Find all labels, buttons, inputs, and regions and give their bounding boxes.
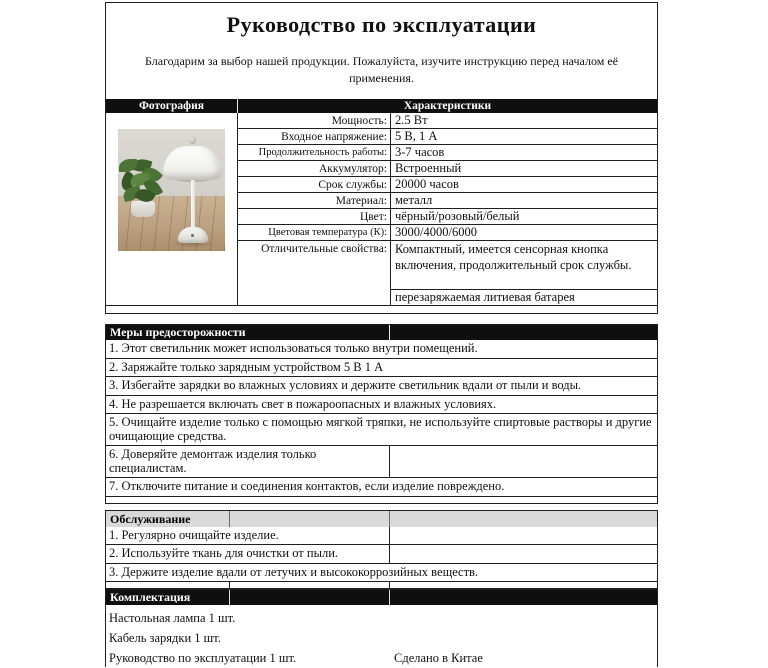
maintenance-block xyxy=(105,510,658,590)
safety-block xyxy=(105,324,658,504)
characteristics-column-header: Характеристики xyxy=(403,100,492,112)
empty-cell xyxy=(390,446,657,477)
table-row: Срок службы: 20000 часов xyxy=(238,177,657,193)
safety-item: 7. Отключите питание и соединения контактов, если изделие повреждено. xyxy=(106,477,657,496)
table-row: Аккумулятор: Встроенный xyxy=(238,161,657,177)
touch-button-dot xyxy=(191,234,194,237)
characteristics-rows xyxy=(238,113,657,305)
table-row: Материал: металл xyxy=(238,193,657,209)
safety-item: 4. Не разрешается включать свет в пожароопасных и влажных условиях. xyxy=(106,395,657,414)
characteristics-header-bar xyxy=(106,99,657,113)
empty-row xyxy=(106,581,657,588)
photo-column-header: Фотография xyxy=(106,99,238,113)
safety-item: 2. Заряжайте только зарядным устройством 5 В 1 А xyxy=(106,358,657,377)
maintenance-item: 1. Регулярно очищайте изделие. xyxy=(106,527,657,545)
table-row-features: Отличительные свойства: Компактный, имеется сенсорная кнопка включения, продолжительный срок службы. перезаряжаемая литиевая батарея xyxy=(238,241,657,305)
contents-header-bar xyxy=(106,590,657,605)
maintenance-header: Обслуживание xyxy=(106,511,230,527)
photo-table-lamp xyxy=(162,137,224,245)
empty-cell xyxy=(390,527,657,545)
characteristics-body xyxy=(106,113,657,305)
safety-item: 1. Этот светильник может использоваться только внутри помещений. xyxy=(109,341,478,355)
characteristics-block xyxy=(105,2,658,314)
safety-item: 3. Избегайте зарядки во влажных условиях и держите светильник вдали от пыли и воды. xyxy=(106,376,657,395)
maintenance-header-bar xyxy=(106,511,657,527)
manual-document xyxy=(105,2,658,667)
intro-text: Благодарим за выбор нашей продукции. Пожалуйста, изучите инструкцию перед началом её применения. xyxy=(145,54,618,85)
maintenance-item: 2. Используйте ткань для очистки от пыли. xyxy=(106,544,657,563)
empty-row xyxy=(106,496,657,503)
table-row: Входное напряжение: 5 В, 1 А xyxy=(238,129,657,145)
bar-cell-empty xyxy=(230,590,390,605)
table-row: Цветовая температура (К): 3000/4000/6000 xyxy=(238,225,657,241)
page-title: Руководство по эксплуатации xyxy=(226,12,537,37)
table-row: Мощность: 2.5 Вт xyxy=(238,113,657,129)
safety-item: 6. Доверяйте демонтаж изделия только специалистам. xyxy=(106,445,657,477)
photo-plant-pot xyxy=(131,201,155,217)
safety-header-bar xyxy=(106,325,657,340)
contents-block xyxy=(105,589,658,667)
empty-cell xyxy=(390,545,657,563)
title-area xyxy=(106,3,657,99)
contents-list xyxy=(106,605,657,668)
photo-plant xyxy=(119,159,165,215)
lamp-photo xyxy=(118,129,225,251)
bar-cell-empty xyxy=(390,325,657,340)
contents-item: Настольная лампа 1 шт. xyxy=(109,611,236,625)
table-row: Продолжительность работы: 3-7 часов xyxy=(238,145,657,161)
bar-cell-empty xyxy=(390,511,657,527)
empty-row xyxy=(106,305,657,313)
made-in-label: Сделано в Китае xyxy=(394,651,483,665)
safety-item: 5. Очищайте изделие только с помощью мягкой тряпки, не используйте спиртовые растворы и другие очищающие средства. xyxy=(106,413,657,445)
contents-header: Комплектация xyxy=(106,590,230,605)
photo-cell xyxy=(106,113,238,305)
contents-item: Кабель зарядки 1 шт. xyxy=(109,631,221,645)
bar-cell-empty xyxy=(390,590,657,605)
contents-item: Руководство по эксплуатации 1 шт. Сделано в Китае xyxy=(109,648,657,668)
table-row: Цвет: чёрный/розовый/белый xyxy=(238,209,657,225)
maintenance-item: 3. Держите изделие вдали от летучих и высококоррозийных веществ. xyxy=(106,563,657,582)
bar-cell-empty xyxy=(230,511,390,527)
safety-header: Меры предосторожности xyxy=(106,325,390,340)
